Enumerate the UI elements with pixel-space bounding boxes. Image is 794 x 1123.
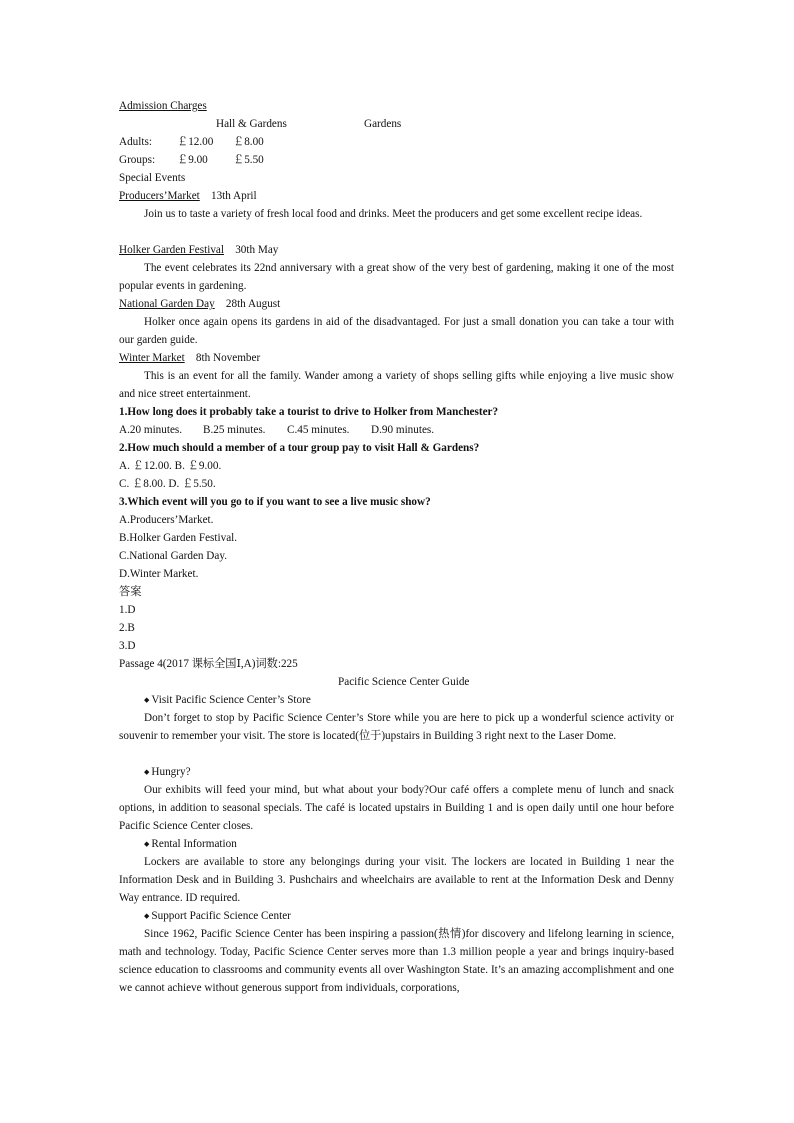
- section-heading-text: Support Pacific Science Center: [151, 910, 291, 922]
- event-date: 30th May: [235, 244, 279, 256]
- diamond-bullet-icon: ◆: [144, 696, 150, 704]
- diamond-bullet-icon: ◆: [144, 840, 150, 848]
- admission-row-gardens-price: ￡5.50: [233, 154, 264, 166]
- event-date: 8th November: [195, 352, 261, 364]
- diamond-bullet-icon: ◆: [144, 912, 150, 920]
- diamond-bullet-icon: ◆: [144, 768, 150, 776]
- section-heading-text: Rental Information: [151, 838, 237, 850]
- event-description: Holker once again opens its gardens in aid of the disadvantaged. For just a small donation you can take a tour with our garden guide.: [119, 316, 674, 346]
- event-title-line: [119, 187, 257, 205]
- answer-option: C.National Garden Day.: [119, 550, 228, 562]
- question-text: 1.How long does it probably take a tourist to drive to Holker from Manchester?: [119, 406, 499, 418]
- answer-key-item: 2.B: [119, 622, 135, 634]
- event-name: Producers’Market: [119, 190, 200, 202]
- section-heading-text: Hungry?: [151, 766, 191, 778]
- answer-option: C.45 minutes.: [287, 424, 350, 436]
- section-heading: [144, 691, 311, 710]
- question-text: 3.Which event will you go to if you want to see a live music show?: [119, 496, 431, 508]
- event-date: 28th August: [225, 298, 281, 310]
- answer-key-item: 1.D: [119, 604, 136, 616]
- admission-row-gardens-price: ￡8.00: [233, 136, 264, 148]
- answer-option: A.20 minutes.: [119, 424, 183, 436]
- section-heading: [144, 835, 237, 854]
- guide-title: Pacific Science Center Guide: [338, 676, 470, 688]
- special-events-heading: Special Events: [119, 172, 186, 184]
- section-heading: [144, 763, 191, 782]
- answer-option: A.Producers’Market.: [119, 514, 214, 526]
- answers-label: 答案: [119, 586, 142, 598]
- admission-row-label: Adults:: [119, 136, 152, 148]
- section-paragraph: Lockers are available to store any belongings during your visit. The lockers are located in Building 1 near the Information Desk and in Building 3. Pushchairs and wheelchairs are available to rent at the Information Desk and Denny Way entrance. ID required.: [119, 856, 674, 904]
- section-heading: [144, 907, 291, 926]
- section-paragraph: Don’t forget to stop by Pacific Science Center’s Store while you are here to pick up a wonderful science activity or souvenir to remember your visit. The store is located(位于)upstairs in Building 3 right next to the Laser Dome.: [119, 712, 674, 742]
- answer-option: D.90 minutes.: [371, 424, 435, 436]
- event-description: The event celebrates its 22nd anniversary with a great show of the very best of gardening, making it one of the most popular events in gardening.: [119, 262, 674, 292]
- event-name: Winter Market: [119, 352, 185, 364]
- section-paragraph: Since 1962, Pacific Science Center has been inspiring a passion(热情)for discovery and lifelong learning in science, math and technology. Today, Pacific Science Center serves more than 1.3 million people a year and brings inquiry-based science education to classrooms and community events all over Washington State. It’s an amazing accomplishment and one we cannot achieve without generous support from individuals, corporations,: [119, 928, 674, 994]
- answer-option: B.25 minutes.: [203, 424, 266, 436]
- passage-header: Passage 4(2017 课标全国Ⅰ,A)词数:225: [119, 658, 298, 670]
- admission-row-hall-price: ￡12.00: [177, 136, 214, 148]
- admission-row-hall-price: ￡9.00: [177, 154, 208, 166]
- admission-row-label: Groups:: [119, 154, 156, 166]
- event-title-line: [119, 241, 278, 259]
- event-name: National Garden Day: [119, 298, 215, 310]
- section-paragraph: Our exhibits will feed your mind, but what about your body?Our café offers a complete menu of lunch and snack options, in addition to seasonal specials. The café is located upstairs in Building 1 and is open daily until one hour before Pacific Science Center closes.: [119, 784, 674, 832]
- event-date: 13th April: [210, 190, 257, 202]
- admission-heading: Admission Charges: [119, 100, 207, 112]
- answer-option: A. ￡12.00. B. ￡9.00.: [119, 460, 222, 472]
- answer-option: C. ￡8.00. D. ￡5.50.: [119, 478, 216, 490]
- admission-col-gardens: Gardens: [364, 118, 402, 130]
- event-title-line: [119, 349, 260, 367]
- answer-option: D.Winter Market.: [119, 568, 199, 580]
- event-name: Holker Garden Festival: [119, 244, 225, 256]
- question-text: 2.How much should a member of a tour group pay to visit Hall & Gardens?: [119, 442, 480, 454]
- answer-option: B.Holker Garden Festival.: [119, 532, 238, 544]
- answer-key-item: 3.D: [119, 640, 136, 652]
- event-description: Join us to taste a variety of fresh local food and drinks. Meet the producers and get some excellent recipe ideas.: [144, 208, 643, 220]
- event-description: This is an event for all the family. Wander among a variety of shops selling gifts while enjoying a live music show and nice street entertainment.: [119, 370, 674, 400]
- event-title-line: [119, 295, 280, 313]
- section-heading-text: Visit Pacific Science Center’s Store: [151, 694, 311, 706]
- admission-col-hall-gardens: Hall & Gardens: [216, 118, 287, 130]
